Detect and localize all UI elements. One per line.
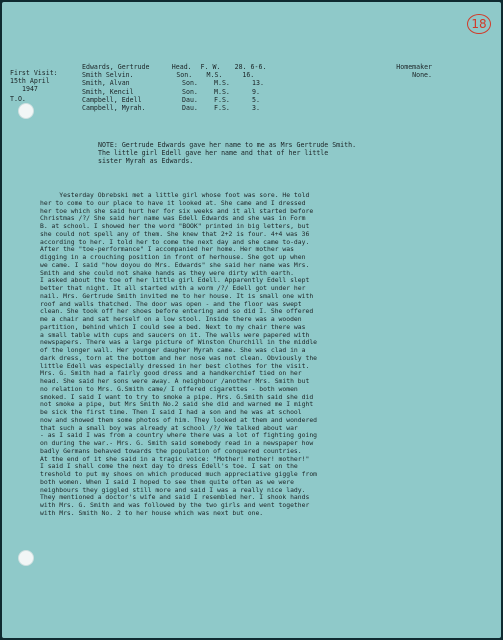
body-line: that such a small boy was already at school /?/ We talked about war	[40, 424, 298, 432]
body-line: of the longer wall. Her younger daugher Myrah came. She was clad in a	[40, 347, 306, 354]
household-table	[82, 63, 432, 112]
body-line: treshold to put my shoes on which produced much appreciative giggle from	[40, 471, 318, 478]
body-line: smoked. I said I want to try to smoke a pipe. Mrs. G.Smith said she did	[40, 393, 314, 401]
household-age: 3.	[252, 104, 260, 113]
household-status: F.S.	[214, 95, 230, 104]
visit-label-4: T.O.	[10, 95, 26, 103]
body-line: digging in a crouching position in front of herhouse. She got up when	[40, 254, 306, 261]
household-name: Edwards, Gertrude	[82, 63, 150, 71]
narrative-body	[40, 192, 492, 518]
punch-hole-top	[18, 103, 34, 119]
body-line: according to her. I told her to come the next day and she came to-day.	[40, 238, 310, 246]
body-line: head. She said her sons were away. A neighbour /another Mrs. Smith but	[40, 378, 310, 385]
visit-label-2: 15th April	[10, 77, 50, 85]
household-age: 9.	[252, 87, 260, 96]
body-line: nail. Mrs. Gertrude Smith invited me to her house. It is small one with	[40, 292, 314, 300]
body-line: me a chair and sat herself on a low stool. Inside there was a wooden	[40, 316, 302, 323]
household-name: Smith, Alvan	[82, 79, 130, 88]
body-line: with Mrs. Smith No. 2 to her house which was next but one.	[40, 509, 264, 517]
body-line: partition, behind which I could see a bed. Next to my chair there was	[40, 323, 306, 331]
body-line: we came. I said "how doyou do Mrs. Edwards" she said her name was Mrs.	[40, 261, 310, 269]
household-row	[82, 63, 432, 71]
body-line: Yesterday Obrebski met a little girl whose foot was sore. He told	[40, 192, 310, 199]
punch-hole-bottom	[18, 550, 34, 566]
household-name: Smith, Kencil	[82, 87, 134, 96]
body-line: I asked about the toe of her little girl Edell. Apparently Edell slept	[40, 277, 310, 285]
household-age: 16.	[242, 71, 255, 80]
body-line: now and showed them some photos of him. They looked at them and wondered	[40, 416, 318, 424]
body-line: I said I shall come the next day to dress Edell's toe. I sat on the	[40, 463, 298, 471]
document-page	[2, 2, 501, 638]
household-rel: Dau.	[182, 95, 198, 104]
household-name: Smith Selvin.	[82, 71, 134, 80]
household-row	[82, 88, 432, 96]
visit-label-3: 1947	[22, 85, 38, 93]
household-rel: Dau.	[182, 104, 198, 113]
body-line: neighbours they giggled still more and said I was a really nice lady.	[40, 486, 306, 494]
household-age: 5.	[252, 95, 260, 104]
household-rel: Son.	[182, 87, 198, 96]
household-row	[82, 71, 432, 79]
household-status: M.S.	[214, 87, 230, 96]
body-line: with Mrs. G. Smith and was followed by the two girls and went together	[40, 502, 310, 509]
household-age: 28. 6-6.	[234, 63, 267, 71]
household-rel: Son.	[176, 71, 193, 80]
household-status: M.S.	[206, 71, 223, 80]
household-occ: Homemaker	[396, 63, 433, 71]
body-line: both women. When I said I hoped to see them quite often as we were	[40, 478, 294, 486]
body-line: not smoke a pipe, but Mrs Smith No.2 said she did and warned me I might	[40, 401, 314, 409]
household-status: F. W.	[200, 63, 221, 71]
body-line: dark dress, torn at the bottom and her nose was not clean. Obviously the	[40, 354, 318, 362]
body-line: little Edell was especially dressed in her best clothes for the visit.	[40, 362, 310, 370]
body-line: - as I said I was from a country where there was a lot of fighting going	[40, 432, 318, 440]
household-occ: None.	[412, 71, 432, 80]
body-line: badly Germans behaved towards the population of conquered countries.	[40, 447, 302, 455]
body-line: a small table with cups and saucers on it. The walls were papered with	[40, 331, 310, 339]
household-name: Campbell, Myrah.	[82, 104, 146, 113]
body-line: on during the war.- Mrs. G. Smith said somebody read in a newspaper how	[40, 440, 314, 447]
body-line: roof and walls thatched. The door was open - and the floor was swept	[40, 300, 302, 308]
household-status: F.S.	[214, 104, 230, 113]
note-paragraph: NOTE: Gertrude Edwards gave her name to me as Mrs Gertrude Smith. The little girl Edell gave her name and that of her little sister Myrah as Edwards.	[98, 141, 357, 165]
body-line: her toe which she said hurt her for six weeks and it all started before	[40, 207, 314, 215]
body-line: be sick the first time. Then I said I had a son and he was at school	[40, 409, 302, 416]
body-line: her to come to our place to have it looked at. She came and I dressed	[40, 199, 306, 207]
body-line: newspapers. There was a large picture of Winston Churchill in the middle	[40, 339, 318, 347]
visit-label-1: First Visit:	[10, 69, 58, 77]
body-line: she could not spell any of them. She knew that 2+2 is four. 4+4 was 36	[40, 230, 310, 238]
household-row	[82, 79, 432, 87]
body-line: They mentioned a doctor's wife and said I resembled her. I shook hands	[40, 494, 310, 502]
body-line: better that night. It all started with a worm /?/ Edell got under her	[40, 285, 306, 292]
household-status: M.S.	[214, 79, 230, 88]
household-name: Campbell, Edell	[82, 95, 142, 104]
body-line: B. at school. I showed her the word "BOOK" printed in big letters, but	[40, 223, 310, 230]
body-line: Mrs. G. Smith had a fairly good dress and a handkerchief tied on her	[40, 370, 302, 378]
household-row	[82, 104, 432, 112]
body-line: After the "toe-performance" I accompanied her home. Her mother was	[40, 246, 294, 254]
household-age: 13.	[252, 79, 264, 88]
body-line: At the end of it she said in a tragic voice: "Mother! mother! mother!"	[40, 455, 310, 463]
body-line: no relation to Mrs. G.Smith came/ I offered cigarettes - both women	[40, 385, 298, 393]
body-line: Christmas /?/ She said her name was Edell Edwards and she was in Form	[40, 215, 306, 223]
page-number: 18	[467, 14, 491, 34]
body-line: clean. She took off her shoes before entering and so did I. She offered	[40, 308, 314, 316]
body-line: Smith and she could not shake hands as they were dirty with earth.	[40, 269, 294, 277]
household-row	[82, 96, 432, 104]
household-rel: Son.	[182, 79, 198, 88]
household-rel: Head.	[171, 63, 192, 71]
